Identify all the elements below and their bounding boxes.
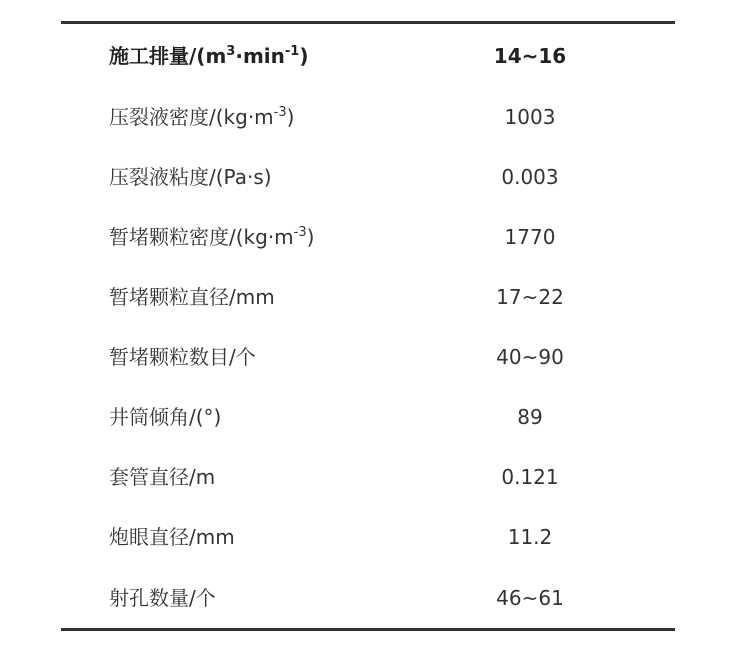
table-row [61,567,675,630]
parameter-name: 射孔数量/个 [109,585,216,610]
table-row [61,387,675,447]
table-row [61,507,675,567]
parameter-value: 0.121 [501,465,559,489]
parameter-name: 井筒倾角/(°) [109,405,222,429]
parameter-value: 17~22 [496,285,564,309]
parameter-value: 40~90 [496,345,564,369]
parameter-value: 1770 [504,225,556,249]
parameter-value: 11.2 [507,525,553,549]
table-row [61,267,675,327]
parameter-table [61,21,675,631]
parameter-value: 89 [517,405,543,429]
parameter-name: 压裂液粘度/(Pa·s) [109,165,272,189]
parameter-value: 14~16 [493,43,567,68]
parameter-value: 46~61 [496,585,564,610]
parameter-name: 压裂液密度$/(kg\cdot m^{-3})$ [109,105,295,129]
parameter-name: 炮眼直径/mm [109,525,235,549]
parameter-name: 套管直径/m [109,465,216,489]
parameter-name: 暂堵颗粒数目/个 [109,345,256,369]
parameter-value: 0.003 [501,165,559,189]
table-row [61,87,675,147]
parameter-name: 暂堵颗粒直径/mm [109,285,275,309]
table-row [61,147,675,207]
parameter-name: 暂堵颗粒密度$/(kg\cdot m^{-3})$ [109,225,315,249]
table-header-row [61,23,675,88]
parameter-value: 1003 [504,105,556,129]
table-row [61,447,675,507]
table-row [61,207,675,267]
table-row [61,327,675,387]
parameter-name: 施工排量$/(m^3\cdot\min^{-1})$ [109,43,309,68]
